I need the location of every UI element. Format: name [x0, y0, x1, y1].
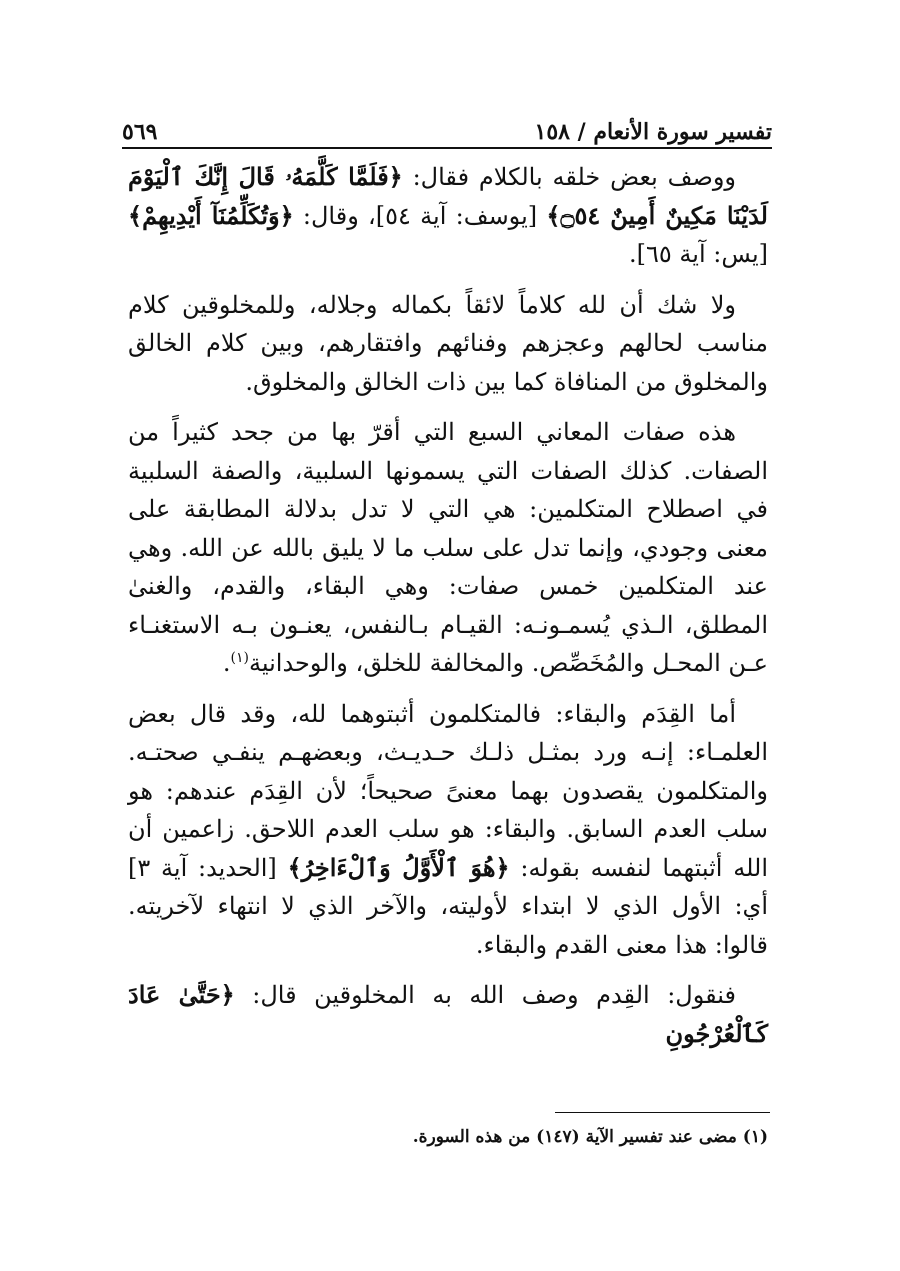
- quran-verse: ﴿وَتُكَلِّمُنَآ أَيْدِيهِمْ﴾: [128, 200, 294, 230]
- quran-verse: ﴿فَلَمَّا كَلَّمَهُۥ قَالَ إِنَّكَ ٱلْيَوْمَ لَدَيْنَا مَكِينٌ أَمِينٌ ۝٥٤﴾: [128, 162, 768, 230]
- footnote-marker: (١): [230, 650, 249, 666]
- paragraph: [128, 158, 768, 274]
- text-segment: [يوسف: آية ٥٤]، وقال:: [293, 201, 547, 230]
- body-text: [128, 158, 768, 1065]
- text-segment: [يس: آية ٦٥].: [629, 240, 768, 268]
- text-segment: أما القِدَم والبقاء: فالمتكلمون أثبتوهما لله، وقد قال بعض العلمـاء: إنـه ورد بمثـل ذلـك حـديـث، وبعضهـم ينفـي صحتـه. والمتكلمون يقصدون بهما معنىً صحيحاً؛ لأن القِدَم عندهم: هو سلب العدم السابق. والبقاء: هو سلب العدم اللاحق. زاعمين أن الله أثبتهما لنفسه بقوله:: [128, 699, 768, 882]
- text-segment: هذه صفات المعاني السبع التي أقرّ بها من جحد كثيراً من الصفات. كذلك الصفات التي يسمونها السلبية، والصفة السلبية في اصطلاح المتكلمين: هي التي لا تدل بدلالة المطابقة على معنى وجودي، وإنما تدل على سلب ما لا يليق بالله عن الله. وهي عند المتكلمين خمس صفات: وهي البقاء، والقدم، والغنىٰ المطلق، الـذي يُسمـونـه: القيـام بـالنفس، يعنـون بـه الاستغنـاء عـن المحـل والمُخَصِّص. والمخالفة للخلق، والوحدانية: [128, 418, 768, 677]
- header-divider: [122, 147, 772, 149]
- quran-verse: ﴿هُوَ ٱلْأَوَّلُ وَٱلْءَاخِرُ﴾: [287, 852, 510, 882]
- footnote-divider: [555, 1112, 770, 1113]
- footnote: (١) مضى عند تفسير الآية (١٤٧) من هذه السورة.: [412, 1127, 768, 1147]
- running-title: تفسير سورة الأنعام / ١٥٨: [534, 119, 772, 145]
- text-segment: [الحديد: آية ٣] أي: الأول الذي لا ابتداء لأوليته، والآخر الذي لا انتهاء لآخريته. قالوا: هذا معنى القدم والبقاء.: [128, 853, 768, 959]
- text-segment: .: [222, 649, 231, 677]
- page-number: ٥٦٩: [122, 119, 158, 145]
- paragraph: [128, 976, 768, 1053]
- paragraph: [128, 413, 768, 683]
- text-segment: ولا شك أن لله كلاماً لائقاً بكماله وجلاله، وللمخلوقين كلام مناسب لحالهم وعجزهم وفنائهم وافتقارهم، وبين كلام الخالق والمخلوق من المنافاة كما بين ذات الخالق والمخلوق.: [128, 290, 768, 396]
- text-segment: ووصف بعض خلقه بالكلام فقال:: [402, 163, 737, 191]
- paragraph: [128, 286, 768, 402]
- text-segment: فنقول: القِدم وصف الله به المخلوقين قال:: [234, 981, 736, 1009]
- paragraph: [128, 695, 768, 965]
- quran-verse: ﴿حَتَّىٰ عَادَ كَٱلْعُرْجُونِ: [128, 980, 768, 1048]
- page-header: [122, 105, 772, 145]
